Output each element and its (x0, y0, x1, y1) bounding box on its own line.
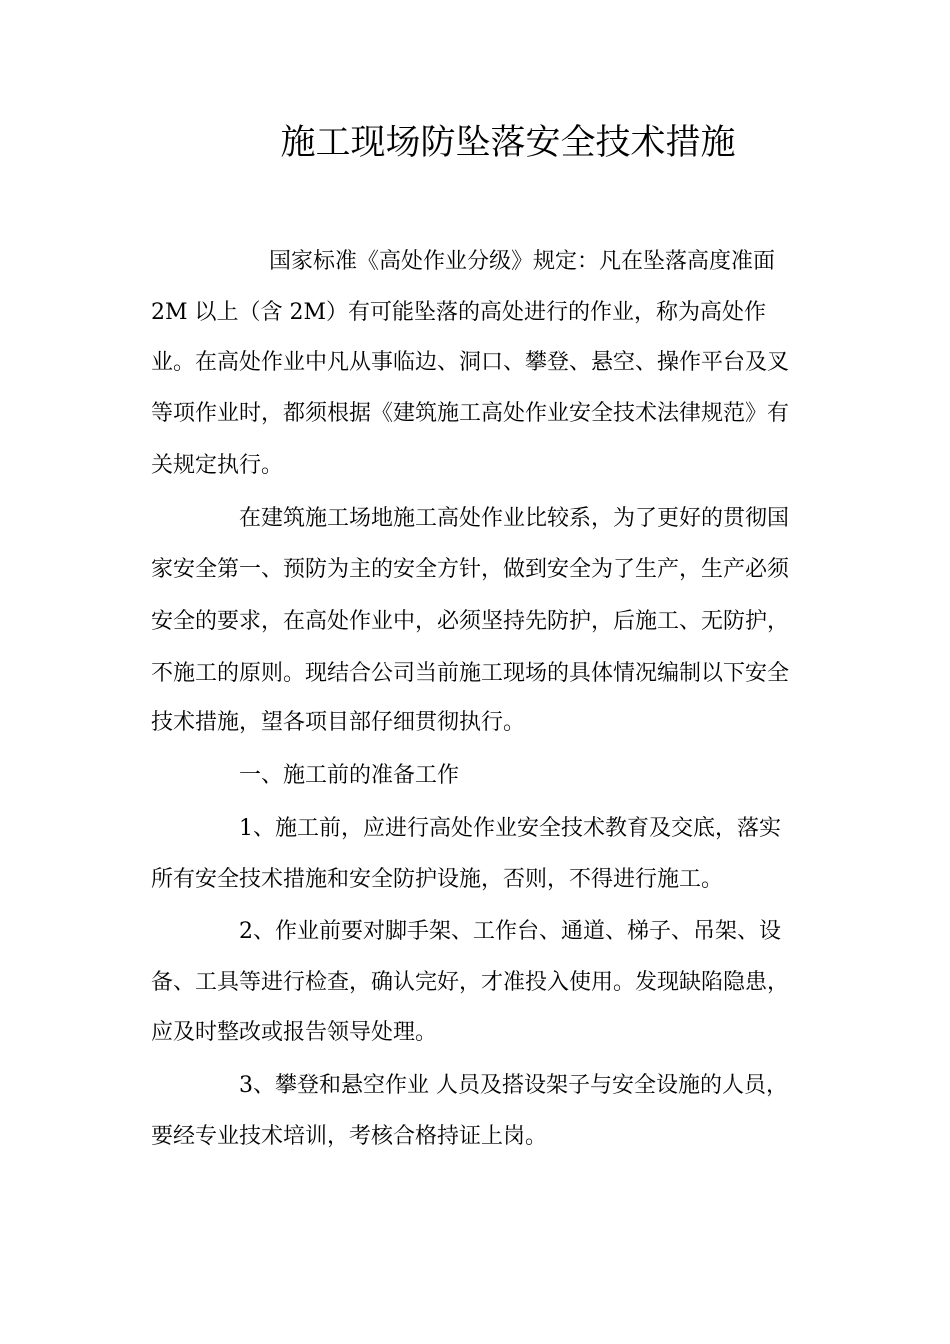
text-line: 在建筑施工场地施工高处作业比较系，为了更好的贯彻国 (239, 506, 790, 531)
document-title: 施工现场防坠落安全技术措施 (280, 123, 736, 163)
text-line: 所有安全技术措施和安全防护设施，否则，不得进行施工。 (151, 867, 724, 892)
text-line: 关规定执行。 (151, 453, 284, 478)
text-line: 不施工的原则。现结合公司当前施工现场的具体情况编制以下安全 (151, 661, 790, 686)
section-heading: 一、施工前的准备工作 (239, 763, 460, 788)
text-line: 应及时整改或报告领导处理。 (151, 1020, 438, 1045)
text-line: 1、施工前，应进行高处作业安全技术教育及交底，落实 (239, 816, 781, 841)
text-line: 备、工具等进行检查，确认完好，才准投入使用。发现缺陷隐患， (151, 970, 790, 995)
text-line: 2、作业前要对脚手架、工作台、通道、梯子、吊架、设 (239, 919, 781, 944)
text-line: 2M 以上（含 2M）有可能坠落的高处进行的作业，称为高处作 (151, 300, 767, 325)
text-line: 要经专业技术培训，考核合格持证上岗。 (151, 1124, 548, 1149)
text-line: 家安全第一、预防为主的安全方针，做到安全为了生产，生产必须 (151, 557, 790, 582)
text-line: 安全的要求，在高处作业中，必须坚持先防护，后施工、无防护， (151, 609, 790, 634)
text-line: 3、攀登和悬空作业 人员及搭设架子与安全设施的人员， (239, 1073, 788, 1098)
text-line: 业。在高处作业中凡从事临边、洞口、攀登、悬空、操作平台及叉 (151, 350, 790, 375)
text-line: 技术措施，望各项目部仔细贯彻执行。 (151, 710, 526, 735)
text-line: 国家标准《高处作业分级》规定：凡在坠落高度准面 (269, 249, 776, 274)
text-line: 等项作业时，都须根据《建筑施工高处作业安全技术法律规范》有 (151, 401, 790, 426)
